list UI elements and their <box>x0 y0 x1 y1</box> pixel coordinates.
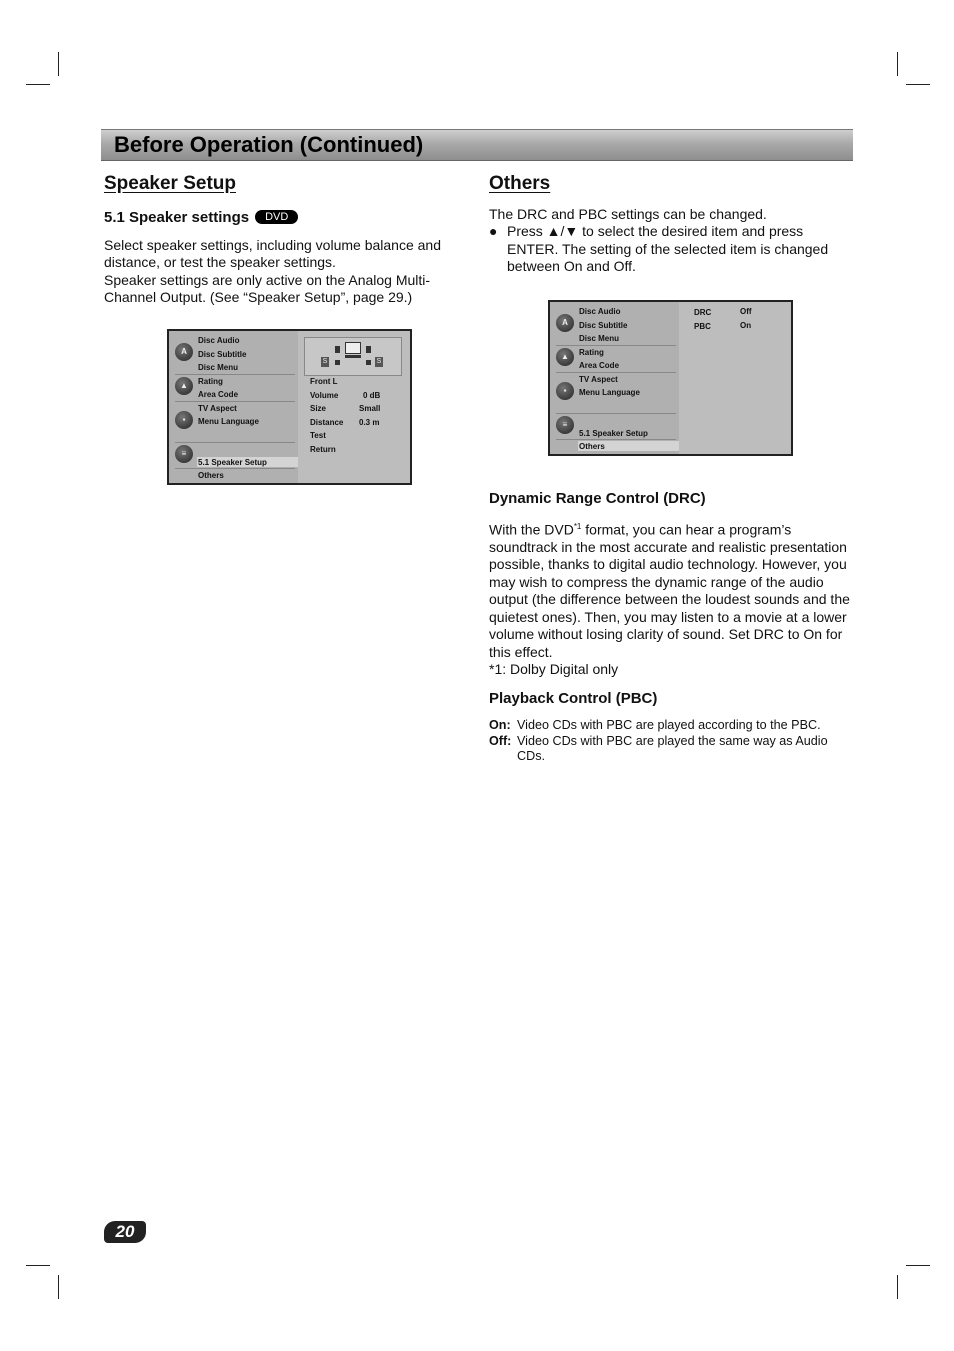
page-title-bar <box>101 129 853 161</box>
others-intro: The DRC and PBC settings can be changed. <box>489 206 767 222</box>
crop-mark <box>906 1265 930 1266</box>
menu-item-disc-subtitle[interactable]: Disc Subtitle <box>579 321 628 330</box>
pbc-off-text: Video CDs with PBC are played the same way as Audio CDs. <box>517 733 828 763</box>
speaker-setting-return[interactable]: Return <box>310 445 336 454</box>
front-right-speaker-icon <box>366 346 371 353</box>
menu-divider <box>175 374 295 375</box>
speaker-setting-volume-value[interactable]: 0 dB <box>363 391 381 400</box>
crop-mark <box>906 84 930 85</box>
speaker-setup-heading: Speaker Setup <box>104 173 236 194</box>
speaker-diagram <box>304 337 402 376</box>
page-number: 20 <box>104 1221 146 1243</box>
pbc-heading: Playback Control (PBC) <box>489 690 658 707</box>
speaker-setting-size-value[interactable]: Small <box>359 404 381 413</box>
others-bullet <box>489 223 851 275</box>
others-bullet-text: Press ▲/▼ to select the desired item and press ENTER. The setting of the selected item is changed between On and Off. <box>507 223 829 275</box>
speaker-setting-volume-label: Volume <box>310 391 339 400</box>
others-menu-screen <box>548 300 793 456</box>
disc-icon: A <box>175 343 193 361</box>
menu-item-area-code[interactable]: Area Code <box>579 361 620 370</box>
pbc-off-row <box>489 734 851 765</box>
surround-left-speaker-icon: S <box>322 358 328 365</box>
menu-item-tv-aspect[interactable]: TV Aspect <box>579 375 618 384</box>
pbc-on-text: Video CDs with PBC are played according to the PBC. <box>517 718 821 732</box>
drc-text-b: format, you can hear a program’s soundtrack in the most accurate and realistic presentation possible, thanks to digital audio technology. However, you may wish to compress the dynamic range of the audio output (the difference between the loudest sounds and the quietest ones). Then, you may listen to a movie at a lower volume without losing clarity of sound. Set DRC to On for this effect. <box>489 521 850 660</box>
surround-right-speaker-icon: S <box>376 358 382 365</box>
drc-label: DRC <box>694 308 712 317</box>
speaker-settings-description <box>104 237 460 307</box>
others-heading: Others <box>489 173 551 194</box>
lock-icon: ▲ <box>175 377 193 395</box>
disc-icon: A <box>556 314 574 332</box>
rear-right-speaker-icon <box>366 360 371 365</box>
drc-text <box>489 518 851 661</box>
crop-mark <box>58 1275 59 1299</box>
drc-footnote-mark: *1 <box>573 522 582 531</box>
pbc-on-row <box>489 718 851 734</box>
menu-divider <box>556 413 676 414</box>
menu-item-disc-menu[interactable]: Disc Menu <box>579 334 620 343</box>
pbc-label: PBC <box>694 322 711 331</box>
speaker-setting-distance-label: Distance <box>310 418 344 427</box>
menu-item-others[interactable]: Others <box>579 442 605 451</box>
menu-item-disc-menu[interactable]: Disc Menu <box>198 363 239 372</box>
rear-left-speaker-icon <box>335 360 340 365</box>
center-speaker-icon <box>345 355 361 358</box>
speaker-icon: ≡ <box>175 445 193 463</box>
speaker-setup-menu-screen <box>167 329 412 485</box>
speaker-setting-front-l[interactable]: Front L <box>310 377 338 386</box>
tv-screen-icon <box>345 342 361 354</box>
menu-divider <box>175 442 295 443</box>
others-description <box>489 206 851 276</box>
drc-note: *1: Dolby Digital only <box>489 660 619 677</box>
menu-item-speaker-setup[interactable]: 5.1 Speaker Setup <box>579 429 648 438</box>
crop-mark <box>897 52 898 76</box>
crop-mark <box>897 1275 898 1299</box>
front-left-speaker-icon <box>335 346 340 353</box>
crop-mark <box>58 52 59 76</box>
drc-text-a: With the DVD <box>489 521 574 538</box>
drc-heading: Dynamic Range Control (DRC) <box>489 490 706 507</box>
menu-divider <box>175 468 295 469</box>
drc-value[interactable]: Off <box>740 307 752 316</box>
speaker-setting-test[interactable]: Test <box>310 431 326 440</box>
speaker-setting-distance-value[interactable]: 0.3 m <box>359 418 380 427</box>
menu-item-speaker-setup[interactable]: 5.1 Speaker Setup <box>198 458 267 467</box>
menu-divider <box>556 345 676 346</box>
speaker-settings-heading <box>104 209 298 226</box>
pbc-value[interactable]: On <box>740 321 752 330</box>
speaker-settings-title: 5.1 Speaker settings <box>104 209 250 226</box>
crop-mark <box>26 84 50 85</box>
menu-item-others[interactable]: Others <box>198 471 224 480</box>
menu-item-area-code[interactable]: Area Code <box>198 390 239 399</box>
menu-item-rating[interactable]: Rating <box>198 377 223 386</box>
pbc-on-key: On: <box>489 718 511 732</box>
lock-icon: ▲ <box>556 348 574 366</box>
speaker-icon: ≡ <box>556 416 574 434</box>
dvd-badge: DVD <box>255 210 298 224</box>
menu-item-menu-language[interactable]: Menu Language <box>579 388 640 397</box>
bullet-symbol: ● <box>489 223 498 240</box>
menu-item-menu-language[interactable]: Menu Language <box>198 417 259 426</box>
pbc-definitions <box>489 718 851 765</box>
menu-item-disc-audio[interactable]: Disc Audio <box>579 307 621 316</box>
menu-item-tv-aspect[interactable]: TV Aspect <box>198 404 237 413</box>
speaker-setting-size-label: Size <box>310 404 327 413</box>
menu-divider <box>556 372 676 373</box>
speaker-para-2: Speaker settings are only active on the Analog Multi-Channel Output. (See “Speaker Setup”, page 29.) <box>104 271 431 306</box>
menu-item-disc-subtitle[interactable]: Disc Subtitle <box>198 350 247 359</box>
menu-divider <box>175 401 295 402</box>
pbc-off-key: Off: <box>489 733 512 748</box>
menu-item-disc-audio[interactable]: Disc Audio <box>198 336 240 345</box>
page-title: Before Operation (Continued) <box>114 132 424 157</box>
crop-mark <box>26 1265 50 1266</box>
speaker-para-1: Select speaker settings, including volume balance and distance, or test the speaker settings. <box>104 237 441 271</box>
menu-divider <box>556 439 676 440</box>
menu-item-rating[interactable]: Rating <box>579 348 604 357</box>
drc-description <box>489 518 851 678</box>
tv-icon: ▪ <box>175 411 193 429</box>
tv-icon: ▪ <box>556 382 574 400</box>
